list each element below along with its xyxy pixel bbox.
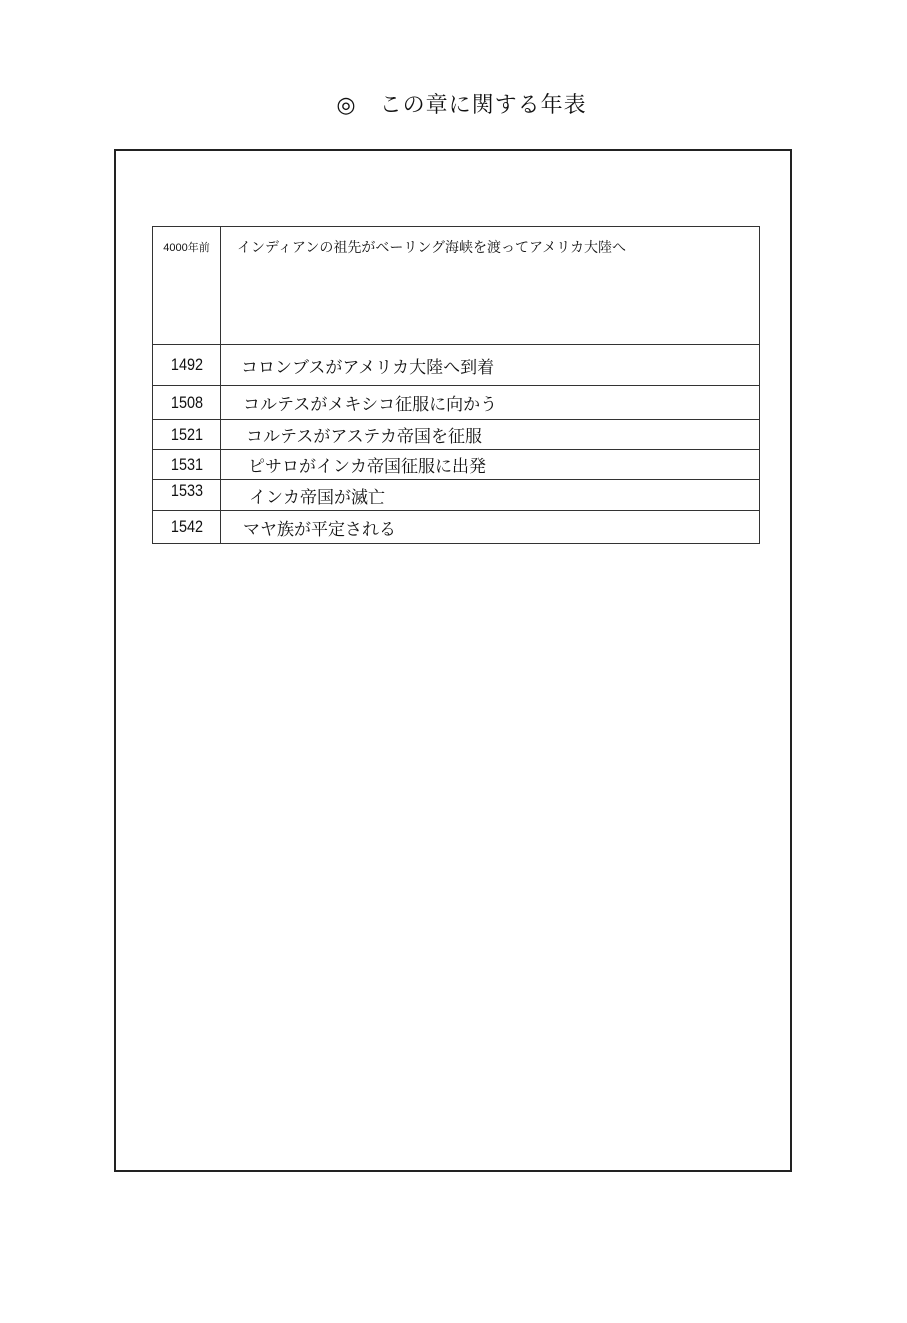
year-cell: 1508 bbox=[158, 386, 216, 420]
table-row bbox=[153, 511, 760, 544]
table-row bbox=[153, 450, 760, 480]
year-cell: 1521 bbox=[158, 420, 216, 450]
table-row bbox=[153, 480, 760, 511]
table-row bbox=[153, 345, 760, 386]
year-cell: 1533 bbox=[158, 480, 216, 511]
year-cell: 4000年前 bbox=[153, 227, 221, 345]
table-row bbox=[153, 227, 760, 345]
event-cell: インディアンの祖先がベーリング海峡を渡ってアメリカ大陸へ bbox=[221, 227, 760, 345]
event-cell: コルテスがアステカ帝国を征服 bbox=[221, 420, 760, 450]
event-cell: ピサロがインカ帝国征服に出発 bbox=[221, 450, 760, 480]
year-cell: 1492 bbox=[158, 345, 216, 386]
event-cell: インカ帝国が滅亡 bbox=[221, 480, 760, 511]
event-cell: コロンブスがアメリカ大陸へ到着 bbox=[221, 345, 760, 386]
page-title: ◎ この章に関する年表 bbox=[336, 93, 587, 118]
table-row bbox=[153, 420, 760, 450]
year-cell: 1542 bbox=[158, 511, 216, 544]
year-cell: 1531 bbox=[158, 450, 216, 480]
event-cell: コルテスがメキシコ征服に向かう bbox=[221, 386, 760, 420]
table-row bbox=[153, 386, 760, 420]
chronology-table bbox=[152, 226, 760, 544]
event-cell: マヤ族が平定される bbox=[221, 511, 760, 544]
